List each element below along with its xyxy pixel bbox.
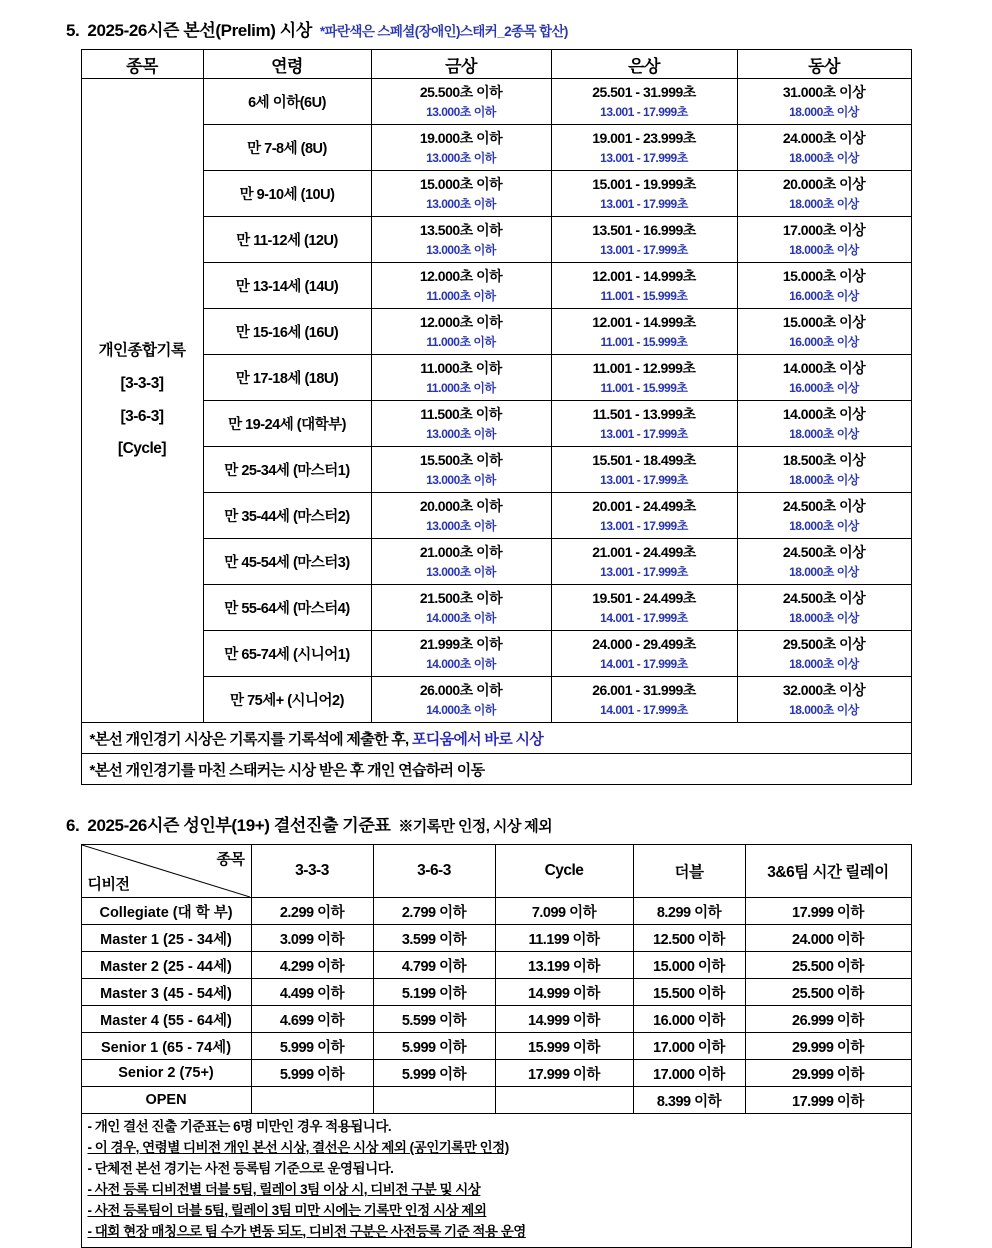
special-value: 13.001 - 17.999초	[600, 565, 688, 580]
value-cycle-cell	[495, 1087, 633, 1114]
value-363-cell	[373, 1087, 495, 1114]
special-value: 18.000초 이상	[789, 243, 859, 258]
gold-cell	[371, 309, 551, 355]
standard-value: 15.000초 이상	[782, 313, 866, 330]
table-row	[81, 677, 911, 723]
special-value: 13.001 - 17.999초	[600, 197, 688, 212]
final-qualifying-table	[81, 844, 912, 1248]
division-cell: Master 3 (45 - 54세)	[81, 979, 251, 1006]
age-cell: 만 15-16세 (16U)	[203, 309, 371, 355]
silver-cell	[551, 539, 737, 585]
section5-note: *파란색은 스페셜(장애인)스태커_2종목 합산)	[319, 24, 568, 39]
silver-cell	[551, 677, 737, 723]
special-value: 13.000초 이하	[426, 197, 496, 212]
table-row	[81, 263, 911, 309]
category-cell	[81, 79, 203, 723]
value-stack	[372, 401, 551, 446]
value-double-cell: 12.500 이하	[633, 925, 745, 952]
table-row	[81, 925, 911, 952]
gold-cell	[371, 631, 551, 677]
age-cell: 만 13-14세 (14U)	[203, 263, 371, 309]
table-row	[81, 1006, 911, 1033]
age-cell: 만 25-34세 (마스터1)	[203, 447, 371, 493]
gold-cell	[371, 263, 551, 309]
value-stack	[552, 125, 737, 170]
value-stack	[372, 631, 551, 676]
col-header-gold: 금상	[371, 50, 551, 79]
bronze-cell	[737, 401, 911, 447]
value-stack	[738, 263, 911, 308]
standard-value: 12.000초 이하	[419, 267, 503, 284]
standard-value: 19.001 - 23.999초	[592, 129, 696, 146]
standard-value: 17.000초 이상	[782, 221, 866, 238]
value-stack	[372, 447, 551, 492]
note-line: - 이 경우, 연령별 디비전 개인 본선 시상, 결선은 시상 제외 (공인기록만 인정)	[87, 1139, 509, 1155]
value-stack	[552, 585, 737, 630]
bronze-cell	[737, 217, 911, 263]
value-stack	[372, 585, 551, 630]
special-value: 13.000초 이하	[426, 519, 496, 534]
standard-value: 15.000초 이상	[782, 267, 866, 284]
division-cell: Senior 2 (75+)	[81, 1060, 251, 1087]
age-cell: 만 19-24세 (대학부)	[203, 401, 371, 447]
value-stack	[552, 263, 737, 308]
standard-value: 24.500초 이상	[782, 543, 866, 560]
standard-value: 24.500초 이상	[782, 589, 866, 606]
special-value: 14.000초 이하	[426, 703, 496, 718]
table-row	[81, 539, 911, 585]
table-row	[81, 585, 911, 631]
value-stack	[372, 677, 551, 722]
special-value: 13.000초 이하	[426, 473, 496, 488]
standard-value: 29.500초 이상	[782, 635, 866, 652]
special-value: 16.000초 이상	[789, 335, 859, 350]
standard-value: 25.501 - 31.999초	[592, 83, 696, 100]
section6-number: 6.	[66, 816, 80, 835]
note-line: - 사전 등록 디비전별 더블 5팀, 릴레이 3팀 이상 시, 디비전 구분 및 시상	[87, 1181, 481, 1197]
special-value: 11.000초 이하	[426, 289, 496, 304]
table-row	[81, 217, 911, 263]
value-stack	[552, 217, 737, 262]
standard-value: 31.000초 이상	[782, 83, 866, 100]
value-relay-cell: 17.999 이하	[745, 898, 911, 925]
bronze-cell	[737, 309, 911, 355]
bronze-cell	[737, 171, 911, 217]
standard-value: 21.999초 이하	[419, 635, 503, 652]
footnote-row-2	[81, 754, 911, 785]
gold-cell	[371, 125, 551, 171]
value-cycle-cell: 13.199 이하	[495, 952, 633, 979]
gold-cell	[371, 171, 551, 217]
table-row	[81, 79, 911, 125]
special-value: 13.001 - 17.999초	[600, 151, 688, 166]
col-header-silver: 은상	[551, 50, 737, 79]
note-line: - 대회 현장 매칭으로 팀 수가 변동 되도, 디비전 구분은 사전등록 기준 적용 운영	[87, 1223, 526, 1239]
standard-value: 20.000초 이하	[419, 497, 503, 514]
silver-cell	[551, 355, 737, 401]
special-value: 13.001 - 17.999초	[600, 519, 688, 534]
value-relay-cell: 24.000 이하	[745, 925, 911, 952]
value-stack	[738, 401, 911, 446]
value-double-cell: 8.399 이하	[633, 1087, 745, 1114]
value-333-cell: 4.699 이하	[251, 1006, 373, 1033]
gold-cell	[371, 447, 551, 493]
table-row	[81, 447, 911, 493]
value-363-cell: 3.599 이하	[373, 925, 495, 952]
value-stack	[372, 125, 551, 170]
standard-value: 11.001 - 12.999초	[592, 359, 696, 376]
table-header-row	[81, 50, 911, 79]
age-cell: 만 55-64세 (마스터4)	[203, 585, 371, 631]
gold-cell	[371, 585, 551, 631]
prelim-footnote-1	[81, 723, 911, 754]
special-value: 14.000초 이하	[426, 611, 496, 626]
standard-value: 20.001 - 24.499초	[592, 497, 696, 514]
value-double-cell: 16.000 이하	[633, 1006, 745, 1033]
value-stack	[372, 263, 551, 308]
standard-value: 13.500초 이하	[419, 221, 503, 238]
table-row	[81, 1087, 911, 1114]
value-cycle-cell: 14.999 이하	[495, 979, 633, 1006]
bronze-cell	[737, 263, 911, 309]
value-stack	[738, 217, 911, 262]
standard-value: 24.000 - 29.499초	[592, 635, 696, 652]
value-333-cell: 4.499 이하	[251, 979, 373, 1006]
table-row	[81, 898, 911, 925]
value-relay-cell: 17.999 이하	[745, 1087, 911, 1114]
special-value: 13.000초 이하	[426, 105, 496, 120]
standard-value: 26.001 - 31.999초	[592, 681, 696, 698]
division-cell: Collegiate (대 학 부)	[81, 898, 251, 925]
silver-cell	[551, 493, 737, 539]
value-stack	[552, 493, 737, 538]
value-333-cell	[251, 1087, 373, 1114]
value-stack	[738, 447, 911, 492]
value-stack	[738, 125, 911, 170]
value-363-cell: 5.999 이하	[373, 1060, 495, 1087]
age-cell: 만 7-8세 (8U)	[203, 125, 371, 171]
value-relay-cell: 25.500 이하	[745, 952, 911, 979]
special-value: 18.000초 이상	[789, 105, 859, 120]
value-stack	[552, 355, 737, 400]
value-363-cell: 5.199 이하	[373, 979, 495, 1006]
value-stack	[372, 79, 551, 124]
value-stack	[372, 539, 551, 584]
value-stack	[738, 309, 911, 354]
age-cell: 만 9-10세 (10U)	[203, 171, 371, 217]
note-line: - 개인 결선 진출 기준표는 6명 미만인 경우 적용됩니다.	[87, 1119, 392, 1134]
table-row	[81, 979, 911, 1006]
age-cell: 6세 이하(6U)	[203, 79, 371, 125]
special-value: 13.001 - 17.999초	[600, 473, 688, 488]
value-relay-cell: 29.999 이하	[745, 1060, 911, 1087]
value-stack	[372, 217, 551, 262]
value-stack	[552, 401, 737, 446]
special-value: 13.000초 이하	[426, 565, 496, 580]
table-row	[81, 631, 911, 677]
col-header-333: 3-3-3	[251, 845, 373, 898]
bronze-cell	[737, 631, 911, 677]
gold-cell	[371, 493, 551, 539]
value-333-cell: 3.099 이하	[251, 925, 373, 952]
value-363-cell: 4.799 이하	[373, 952, 495, 979]
value-cycle-cell: 14.999 이하	[495, 1006, 633, 1033]
category-line: [3-6-3]	[120, 407, 164, 425]
age-cell: 만 45-54세 (마스터3)	[203, 539, 371, 585]
value-stack	[738, 493, 911, 538]
prelim-award-table	[81, 49, 912, 785]
special-value: 18.000초 이상	[789, 565, 859, 580]
value-stack	[552, 677, 737, 722]
silver-cell	[551, 401, 737, 447]
value-333-cell: 5.999 이하	[251, 1033, 373, 1060]
special-value: 14.001 - 17.999초	[600, 611, 688, 626]
standard-value: 12.000초 이하	[419, 313, 503, 330]
value-stack	[738, 79, 911, 124]
value-stack	[552, 79, 737, 124]
section6-note: ※기록만 인정, 시상 제외	[398, 818, 553, 835]
footnote-1-highlight: 포디움에서 바로 시상	[411, 730, 544, 748]
section6-title: 2025-26시즌 성인부(19+) 결선진출 기준표	[87, 816, 391, 835]
value-333-cell: 4.299 이하	[251, 952, 373, 979]
value-363-cell: 5.599 이하	[373, 1006, 495, 1033]
special-value: 18.000초 이상	[789, 427, 859, 442]
age-cell: 만 65-74세 (시니어1)	[203, 631, 371, 677]
note-line: - 사전 등록팀이 더블 5팀, 릴레이 3팀 미만 시에는 기록만 인정 시상 제외	[87, 1202, 487, 1218]
special-value: 14.001 - 17.999초	[600, 703, 688, 718]
special-value: 14.001 - 17.999초	[600, 657, 688, 672]
age-cell: 만 11-12세 (12U)	[203, 217, 371, 263]
value-relay-cell: 29.999 이하	[745, 1033, 911, 1060]
value-333-cell: 2.299 이하	[251, 898, 373, 925]
bronze-cell	[737, 79, 911, 125]
standard-value: 24.000초 이상	[782, 129, 866, 146]
value-double-cell: 17.000 이하	[633, 1033, 745, 1060]
value-cycle-cell: 15.999 이하	[495, 1033, 633, 1060]
value-stack	[552, 447, 737, 492]
special-value: 13.000초 이하	[426, 427, 496, 442]
table-row	[81, 355, 911, 401]
special-value: 11.000초 이하	[426, 381, 496, 396]
section5-heading	[66, 16, 952, 41]
value-stack	[738, 539, 911, 584]
silver-cell	[551, 263, 737, 309]
standard-value: 12.001 - 14.999초	[592, 267, 696, 284]
age-cell: 만 75세+ (시니어2)	[203, 677, 371, 723]
standard-value: 25.500초 이하	[419, 83, 503, 100]
section5-title: 2025-26시즌 본선(Prelim) 시상	[87, 21, 312, 40]
standard-value: 20.000초 이상	[782, 175, 866, 192]
category-line: [3-3-3]	[120, 374, 164, 392]
division-cell: Master 2 (25 - 44세)	[81, 952, 251, 979]
col-header-double: 더블	[633, 845, 745, 898]
table-row	[81, 493, 911, 539]
standard-value: 12.001 - 14.999초	[592, 313, 696, 330]
value-363-cell: 5.999 이하	[373, 1033, 495, 1060]
footnote-1-text: *본선 개인경기 시상은 기록지를 기록석에 제출한 후,	[89, 730, 412, 748]
standard-value: 21.000초 이하	[419, 543, 503, 560]
final-table-header-row	[81, 845, 911, 898]
footnote-row-1	[81, 723, 911, 754]
silver-cell	[551, 447, 737, 493]
standard-value: 32.000초 이상	[782, 681, 866, 698]
value-stack	[738, 631, 911, 676]
special-value: 18.000초 이상	[789, 657, 859, 672]
standard-value: 21.500초 이하	[419, 589, 503, 606]
gold-cell	[371, 355, 551, 401]
bronze-cell	[737, 493, 911, 539]
corner-label-division: 디비전	[87, 876, 130, 893]
special-value: 18.000초 이상	[789, 519, 859, 534]
standard-value: 15.001 - 19.999초	[592, 175, 696, 192]
value-relay-cell: 25.500 이하	[745, 979, 911, 1006]
value-stack	[738, 677, 911, 722]
col-header-relay: 3&6팀 시간 릴레이	[745, 845, 911, 898]
standard-value: 19.000초 이하	[419, 129, 503, 146]
value-stack	[552, 539, 737, 584]
special-value: 16.000초 이상	[789, 381, 859, 396]
special-value: 13.001 - 17.999초	[600, 105, 688, 120]
standard-value: 18.500초 이상	[782, 451, 866, 468]
bronze-cell	[737, 677, 911, 723]
special-value: 11.000초 이하	[426, 335, 496, 350]
section6-heading	[66, 811, 952, 836]
silver-cell	[551, 125, 737, 171]
table-row	[81, 125, 911, 171]
special-value: 18.000초 이상	[789, 197, 859, 212]
prelim-footnote-2: *본선 개인경기를 마친 스태커는 시상 받은 후 개인 연습하러 이동	[81, 754, 911, 785]
value-stack	[552, 171, 737, 216]
col-header-age: 연령	[203, 50, 371, 79]
value-333-cell: 5.999 이하	[251, 1060, 373, 1087]
standard-value: 13.501 - 16.999초	[592, 221, 696, 238]
gold-cell	[371, 217, 551, 263]
special-value: 11.001 - 15.999초	[600, 381, 688, 396]
table-row	[81, 171, 911, 217]
table-row	[81, 401, 911, 447]
special-value: 18.000초 이상	[789, 151, 859, 166]
value-cycle-cell: 7.099 이하	[495, 898, 633, 925]
value-stack	[372, 355, 551, 400]
special-value: 18.000초 이상	[789, 611, 859, 626]
note-line: - 단체전 본선 경기는 사전 등록팀 기준으로 운영됩니다.	[87, 1160, 394, 1176]
standard-value: 19.501 - 24.499초	[592, 589, 696, 606]
standard-value: 26.000초 이하	[419, 681, 503, 698]
standard-value: 15.501 - 18.499초	[592, 451, 696, 468]
category-line: 개인종합기록	[98, 342, 186, 360]
gold-cell	[371, 677, 551, 723]
standard-value: 11.000초 이하	[420, 359, 502, 376]
division-cell: OPEN	[81, 1087, 251, 1114]
value-stack	[552, 631, 737, 676]
standard-value: 21.001 - 24.499초	[592, 543, 696, 560]
silver-cell	[551, 309, 737, 355]
table-row	[81, 1060, 911, 1087]
special-value: 13.001 - 17.999초	[600, 243, 688, 258]
bronze-cell	[737, 585, 911, 631]
value-double-cell: 8.299 이하	[633, 898, 745, 925]
standard-value: 24.500초 이상	[782, 497, 866, 514]
special-value: 16.000초 이상	[789, 289, 859, 304]
table-row	[81, 1033, 911, 1060]
special-value: 13.000초 이하	[426, 243, 496, 258]
value-stack	[738, 355, 911, 400]
gold-cell	[371, 401, 551, 447]
value-stack	[372, 171, 551, 216]
silver-cell	[551, 79, 737, 125]
bronze-cell	[737, 539, 911, 585]
value-cycle-cell: 17.999 이하	[495, 1060, 633, 1087]
corner-label-event: 종목	[216, 851, 245, 868]
diagonal-cell	[82, 845, 251, 897]
standard-value: 14.000초 이상	[782, 405, 866, 422]
category-line: [Cycle]	[117, 440, 167, 458]
standard-value: 15.500초 이하	[419, 451, 503, 468]
value-stack	[372, 309, 551, 354]
value-363-cell: 2.799 이하	[373, 898, 495, 925]
value-cycle-cell: 11.199 이하	[495, 925, 633, 952]
standard-value: 15.000초 이하	[419, 175, 503, 192]
section5-number: 5.	[66, 21, 80, 40]
col-header-cycle: Cycle	[495, 845, 633, 898]
value-stack	[552, 309, 737, 354]
special-value: 11.001 - 15.999초	[600, 289, 688, 304]
special-value: 18.000초 이상	[789, 703, 859, 718]
gold-cell	[371, 79, 551, 125]
standard-value: 11.500초 이하	[420, 405, 502, 422]
silver-cell	[551, 217, 737, 263]
table-row	[81, 952, 911, 979]
special-value: 18.000초 이상	[789, 473, 859, 488]
final-notes-row	[81, 1114, 911, 1248]
division-cell: Master 1 (25 - 34세)	[81, 925, 251, 952]
value-stack	[372, 493, 551, 538]
silver-cell	[551, 585, 737, 631]
standard-value: 14.000초 이상	[782, 359, 866, 376]
corner-diagonal-header	[81, 845, 251, 898]
division-cell: Senior 1 (65 - 74세)	[81, 1033, 251, 1060]
silver-cell	[551, 171, 737, 217]
value-stack	[738, 585, 911, 630]
col-header-363: 3-6-3	[373, 845, 495, 898]
bronze-cell	[737, 125, 911, 171]
bronze-cell	[737, 447, 911, 493]
silver-cell	[551, 631, 737, 677]
division-cell: Master 4 (55 - 64세)	[81, 1006, 251, 1033]
age-cell: 만 35-44세 (마스터2)	[203, 493, 371, 539]
special-value: 13.001 - 17.999초	[600, 427, 688, 442]
special-value: 14.000초 이하	[426, 657, 496, 672]
age-cell: 만 17-18세 (18U)	[203, 355, 371, 401]
special-value: 11.001 - 15.999초	[600, 335, 688, 350]
table-row	[81, 309, 911, 355]
final-notes-cell	[81, 1114, 911, 1248]
value-double-cell: 17.000 이하	[633, 1060, 745, 1087]
col-header-bronze: 동상	[737, 50, 911, 79]
special-value: 13.000초 이하	[426, 151, 496, 166]
gold-cell	[371, 539, 551, 585]
standard-value: 11.501 - 13.999초	[592, 405, 696, 422]
value-double-cell: 15.500 이하	[633, 979, 745, 1006]
bronze-cell	[737, 355, 911, 401]
value-relay-cell: 26.999 이하	[745, 1006, 911, 1033]
col-header-event: 종목	[81, 50, 203, 79]
value-stack	[738, 171, 911, 216]
value-double-cell: 15.000 이하	[633, 952, 745, 979]
